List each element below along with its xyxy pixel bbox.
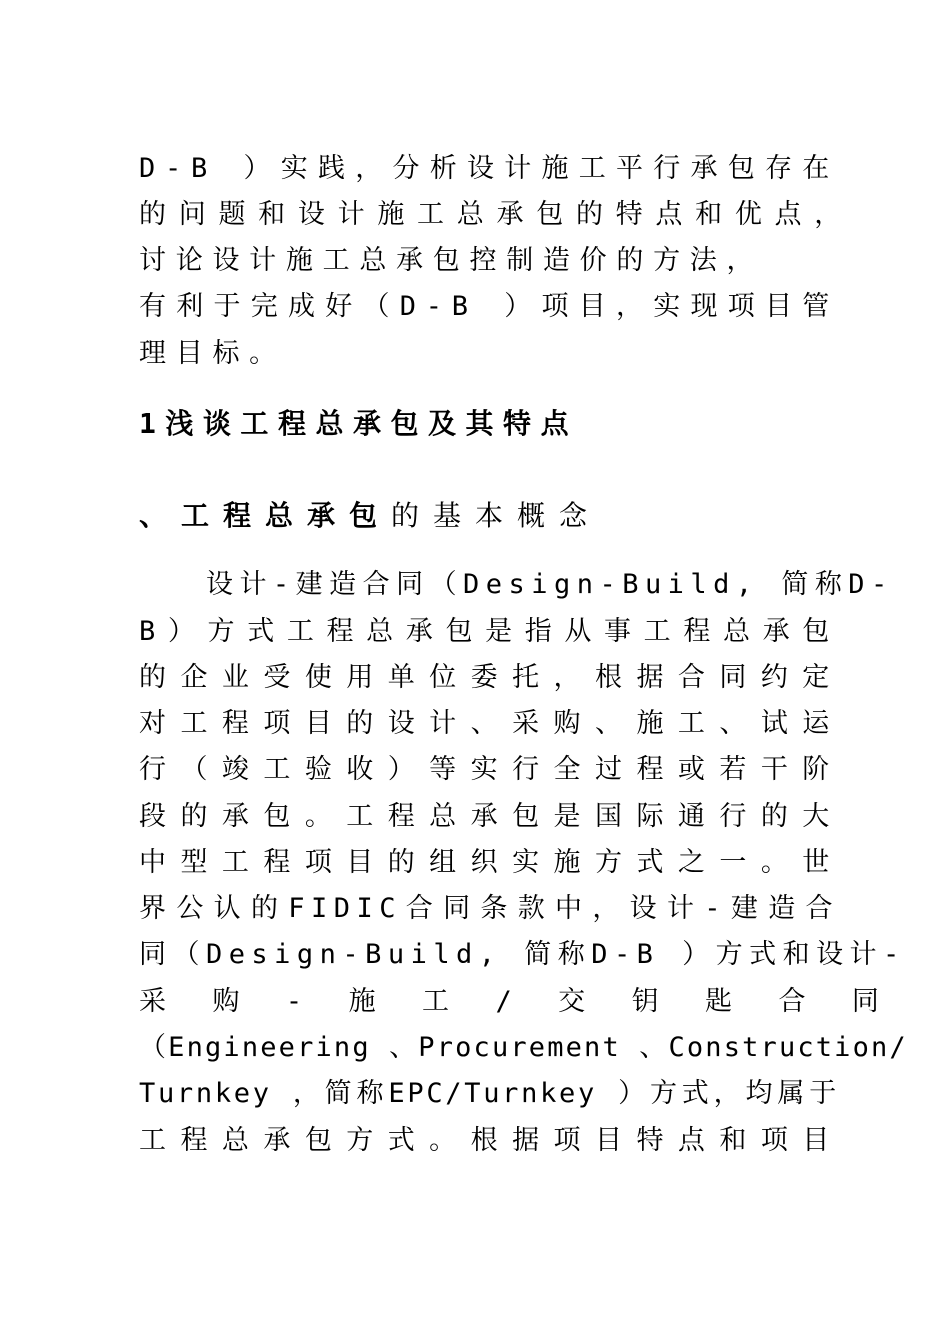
body-line-3: 的企业受使用单位委托，根据合同约定 — [139, 662, 839, 693]
intro-line-4: 有利于完成好（D-B ）项目，实现项目管 — [139, 291, 839, 322]
body-line-8: 界公认的FIDIC合同条款中，设计-建造合 — [139, 893, 839, 924]
section-heading: 1浅谈工程总承包及其特点 — [139, 407, 579, 440]
body-line-2: B）方式工程总承包是指从事工程总承包 — [139, 616, 839, 647]
intro-line-1: D-B ）实践，分析设计施工平行承包存在 — [139, 153, 839, 184]
body-line-7: 中型工程项目的组织实施方式之一。世 — [139, 847, 839, 878]
body-line-6: 段的承包。工程总承包是国际通行的大 — [139, 801, 839, 832]
intro-line-5: 理目标。 — [139, 338, 286, 369]
subsection-heading — [139, 499, 601, 533]
body-line-11: （Engineering 、Procurement 、Construction/ — [139, 1032, 908, 1063]
body-line-13: 工程总承包方式。根据项目特点和项目 — [139, 1125, 839, 1156]
intro-line-2: 的问题和设计施工总承包的特点和优点， — [139, 199, 851, 230]
body-line-9: 同（Design-Build, 简称D-B ）方式和设计- — [139, 939, 906, 970]
intro-line-3: 讨论设计施工总承包控制造价的方法， — [139, 245, 764, 276]
body-line-10: 采 购 - 施 工 / 交 钥 匙 合 同 — [139, 986, 889, 1017]
subsection-heading-bold: 、工程总承包 — [139, 499, 392, 532]
subsection-heading-normal: 的基本概念 — [391, 499, 602, 532]
body-line-1: 设计-建造合同（Design-Build, 简称D- — [139, 569, 894, 600]
body-line-5: 行（竣工验收）等实行全过程或若干阶 — [139, 754, 839, 785]
body-line-12: Turnkey ，简称EPC/Turnkey ）方式，均属于 — [139, 1078, 839, 1109]
body-line-4: 对工程项目的设计、采购、施工、试运 — [139, 708, 839, 739]
